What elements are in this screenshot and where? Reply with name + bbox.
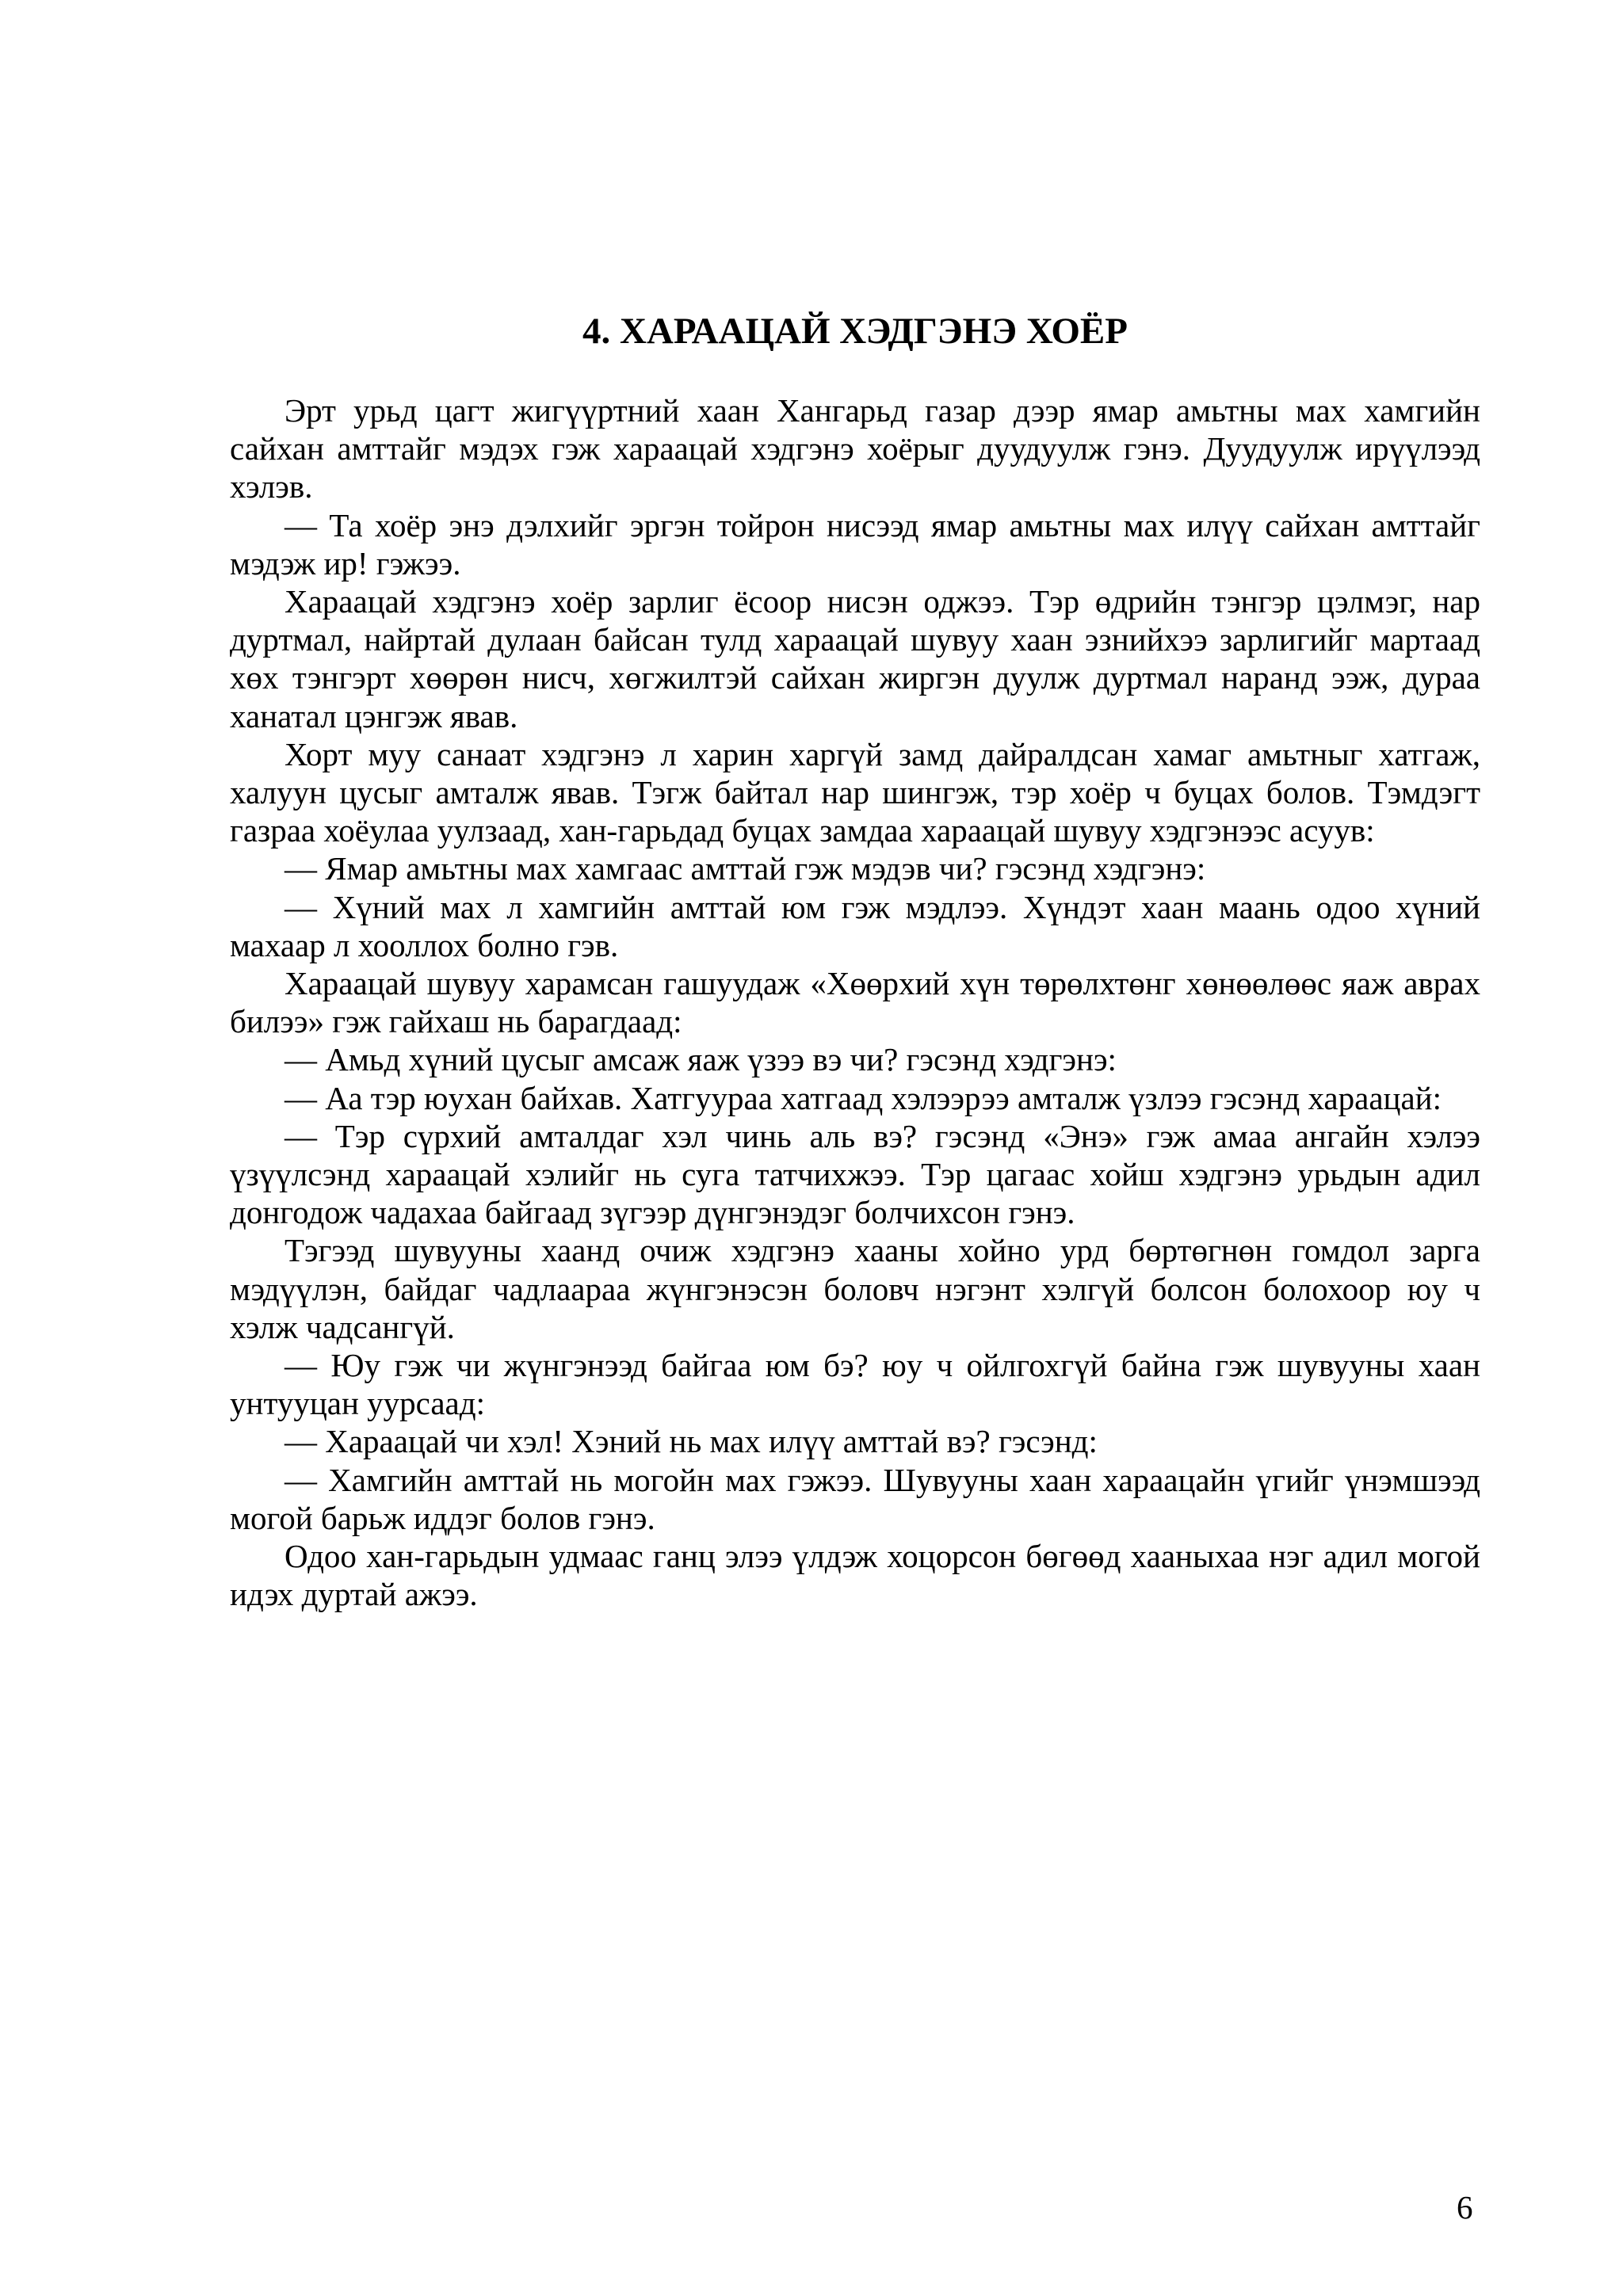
text-line: мэдүүлэн, байдаг чадлаараа жүнгэнэсэн боловч нэгэнт хэлгүй болсон болохоор юу ч [230, 1270, 1480, 1307]
text-line: хэлэв. [230, 468, 313, 505]
text-line: үзүүлсэнд хараацай хэлийг нь суга татчихжээ. Тэр цагаас хойш хэдгэнэ урьдын адил [230, 1156, 1480, 1193]
text-line: унтууцан уурсаад: [230, 1385, 485, 1422]
paragraph [230, 1537, 1480, 1613]
text-line: — Аа тэр юухан байхав. Хатгуураа хатгаад хэлээрээ амталж үзлээ гэсэнд хараацай: [285, 1079, 1442, 1116]
paragraph [230, 1079, 1480, 1117]
text-line: Хараацай хэдгэнэ хоёр зарлиг ёсоор нисэн оджээ. Тэр өдрийн тэнгэр цэлмэг, нар [285, 583, 1480, 620]
text-line: могой барьж иддэг болов гэнэ. [230, 1499, 655, 1536]
text-line: — Амьд хүний цусыг амсаж яаж үзээ вэ чи? гэсэнд хэдгэнэ: [285, 1041, 1117, 1078]
text-line: идэх дуртай ажээ. [230, 1576, 478, 1613]
chapter-title: 4. ХАРААЦАЙ ХЭДГЭНЭ ХОЁР [582, 311, 1128, 352]
page-number: 6 [1457, 2189, 1473, 2225]
text-line: дуртмал, найртай дулаан байсан тулд хараацай шувуу хаан эзнийхээ зарлигийг мартаад [230, 621, 1480, 658]
paragraph [230, 1231, 1480, 1346]
text-line: махаар л хооллох болно гэв. [230, 926, 619, 963]
paragraph [230, 1422, 1480, 1460]
text-line: — Хараацай чи хэл! Хэний нь мах илүү амттай вэ? гэсэнд: [285, 1423, 1098, 1460]
text-line: мэдэж ир! гэжээ. [230, 544, 461, 582]
text-line: хөх тэнгэрт хөөрөн нисч, хөгжилтэй сайхан жиргэн дуулж дуртмал наранд ээж, дураа [230, 659, 1480, 696]
story-body [230, 391, 1480, 1614]
paragraph [230, 1346, 1480, 1422]
text-line: ханатал цэнгэж явав. [230, 697, 518, 734]
paragraph [230, 391, 1480, 506]
text-line: Хорт муу санаат хэдгэнэ л харин харгүй замд дайралдсан хамаг амьтныг хатгаж, [285, 735, 1480, 772]
paragraph [230, 735, 1480, 850]
paragraph [230, 582, 1480, 735]
paragraph [230, 1117, 1480, 1232]
text-line: Хараацай шувуу харамсан гашуудаж «Хөөрхий хүн төрөлхтөнг хөнөөлөөс яаж аврах [285, 965, 1480, 1002]
paragraph [230, 1461, 1480, 1537]
text-line: Одоо хан-гарьдын удмаас ганц элээ үлдэж хоцорсон бөгөөд хааныхаа нэг адил могой [285, 1538, 1480, 1575]
text-line: газраа хоёулаа уулзаад, хан-гарьдад буцах замдаа хараацай шувуу хэдгэнээс асуув: [230, 812, 1375, 849]
paragraph [230, 849, 1480, 887]
text-line: — Ямар амьтны мах хамгаас амттай гэж мэдэв чи? гэсэнд хэдгэнэ: [285, 850, 1206, 887]
paragraph [230, 888, 1480, 964]
text-line: сайхан амттайг мэдэх гэж хараацай хэдгэнэ хоёрыг дуудуулж гэнэ. Дуудуулж ирүүлээд [230, 430, 1480, 467]
text-line: — Та хоёр энэ дэлхийг эргэн тойрон нисээд ямар амьтны мах илүү сайхан амттайг [285, 506, 1480, 543]
text-line: хэлж чадсангүй. [230, 1308, 455, 1345]
text-line: донгодож чадахаа байгаад зүгээр дүнгэнэдэг болчихсон гэнэ. [230, 1194, 1075, 1231]
text-line: билээ» гэж гайхаш нь барагдаад: [230, 1003, 682, 1040]
paragraph [230, 506, 1480, 582]
paragraph [230, 1040, 1480, 1078]
text-line: Эрт урьд цагт жигүүртний хаан Хангарьд газар дээр ямар амьтны мах хамгийн [285, 392, 1480, 429]
text-line: — Хамгийн амттай нь могойн мах гэжээ. Шувууны хаан хараацайн үгийг үнэмшээд [285, 1461, 1480, 1498]
text-line: — Хүний мах л хамгийн амттай юм гэж мэдлээ. Хүндэт хаан маань одоо хүний [285, 888, 1480, 925]
text-line: — Тэр сүрхий амталдаг хэл чинь аль вэ? гэсэнд «Энэ» гэж амаа ангайн хэлээ [285, 1117, 1480, 1154]
text-line: Тэгээд шувууны хаанд очиж хэдгэнэ хааны хойно урд бөртөгнөн гомдол зарга [285, 1232, 1480, 1269]
paragraph [230, 964, 1480, 1040]
text-line: халуун цусыг амталж явав. Тэгж байтал нар шингэж, тэр хоёр ч буцах болов. Тэмдэгт [230, 774, 1480, 811]
text-line: — Юу гэж чи жүнгэнээд байгаа юм бэ? юу ч ойлгохгүй байна гэж шувууны хаан [285, 1347, 1480, 1384]
